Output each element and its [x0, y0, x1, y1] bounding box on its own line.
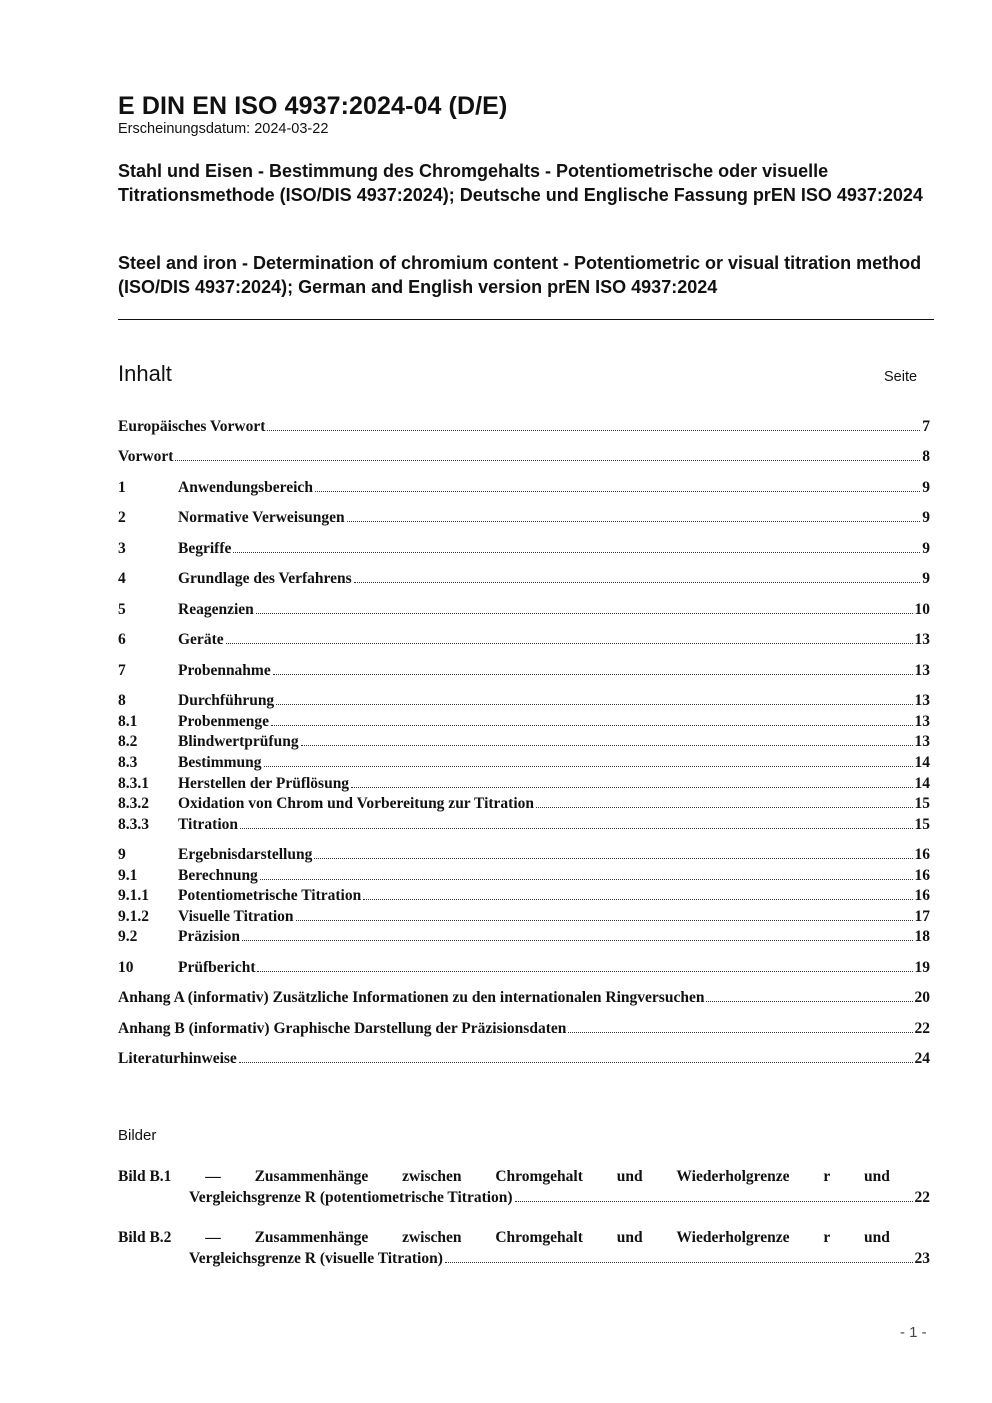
toc-leader-dots	[240, 828, 913, 829]
toc-entry-title: Visuelle Titration	[178, 908, 294, 925]
figure-caption-continuation: Vergleichsgrenze R (potentiometrische Titration)	[189, 1189, 513, 1206]
toc-entry-number: 8.1	[118, 713, 138, 730]
toc-entry-page: 9	[922, 509, 930, 526]
toc-leader-dots	[175, 460, 920, 461]
document-id: E DIN EN ISO 4937:2024-04 (D/E)	[118, 92, 508, 120]
toc-entry[interactable]	[118, 774, 930, 794]
toc-leader-dots	[267, 430, 920, 431]
toc-entry-number: 5	[118, 601, 126, 618]
toc-entry-title: Normative Verweisungen	[178, 509, 345, 526]
figure-caption-word: zwischen	[402, 1229, 462, 1246]
toc-entry[interactable]	[118, 794, 930, 814]
toc-leader-dots	[242, 940, 913, 941]
figure-caption-word: Zusammenhänge	[254, 1168, 369, 1185]
toc-entry[interactable]	[118, 661, 930, 681]
toc-entry-page: 7	[922, 418, 930, 435]
toc-entry-page: 17	[914, 908, 930, 925]
figure-entry-caption-line1	[118, 1166, 890, 1187]
toc-entry-title: Grundlage des Verfahrens	[178, 570, 352, 587]
toc-leader-dots	[347, 521, 921, 522]
toc-entry-number: 1	[118, 479, 126, 496]
toc-entry-title: Berechnung	[178, 867, 258, 884]
figure-entry-page: 22	[914, 1189, 930, 1206]
toc-leader-dots	[536, 807, 912, 808]
figure-caption-word: und	[864, 1168, 890, 1185]
toc-entry[interactable]	[118, 712, 930, 732]
toc-leader-dots	[301, 745, 913, 746]
toc-entry[interactable]	[118, 447, 930, 467]
toc-entry-title: Europäisches Vorwort	[118, 418, 266, 435]
figure-caption-word: Chromgehalt	[495, 1168, 583, 1185]
toc-entry-page: 9	[922, 570, 930, 587]
figure-caption-word: Wiederholgrenze	[676, 1229, 790, 1246]
figure-caption-word: Bild B.2	[118, 1229, 172, 1246]
toc-entry-number: 8.3.1	[118, 775, 149, 792]
toc-entry[interactable]	[118, 1049, 930, 1069]
title-english: Steel and iron - Determination of chromium content - Potentiometric or visual titration method (ISO/DIS 4937:2024); German and English version prEN ISO 4937:2024	[118, 253, 922, 297]
title-german: Stahl und Eisen - Bestimmung des Chromgehalts - Potentiometrische oder visuelle Titrationsmethode (ISO/DIS 4937:2024); Deutsche und Englische Fassung prEN ISO 4937:2024	[118, 161, 923, 205]
toc-entry-page: 14	[914, 754, 930, 771]
figure-caption-word: und	[864, 1229, 890, 1246]
toc-entry-title: Anwendungsbereich	[178, 479, 313, 496]
figure-entry-caption-line2	[118, 1187, 930, 1208]
toc-entry[interactable]	[118, 732, 930, 752]
toc-entry-number: 9	[118, 846, 126, 863]
toc-entry-title: Titration	[178, 816, 238, 833]
toc-entry-title: Ergebnisdarstellung	[178, 846, 313, 863]
toc-entry[interactable]	[118, 1019, 930, 1039]
toc-entry[interactable]	[118, 958, 930, 978]
toc-entry[interactable]	[118, 478, 930, 498]
figure-caption-word: r	[823, 1168, 831, 1185]
toc-entry-page: 16	[914, 867, 930, 884]
figure-caption-word: und	[616, 1168, 643, 1185]
toc-entry[interactable]	[118, 988, 930, 1008]
toc-entry-title: Herstellen der Prüflösung	[178, 775, 350, 792]
toc-entry-title: Anhang A (informativ) Zusätzliche Informationen zu den internationalen Ringversuchen	[118, 989, 705, 1006]
toc-entry[interactable]	[118, 600, 930, 620]
toc-entry-title: Oxidation von Chrom und Vorbereitung zur Titration	[178, 795, 535, 812]
toc-entry-number: 8.3	[118, 754, 138, 771]
toc-entry-page: 13	[914, 692, 930, 709]
toc-entry-page: 13	[914, 662, 930, 679]
toc-entry-number: 9.1.1	[118, 887, 149, 904]
figures-heading: Bilder	[118, 1127, 157, 1144]
toc-heading: Inhalt	[118, 361, 172, 386]
toc-leader-dots	[314, 858, 912, 859]
toc-entry-page: 22	[914, 1020, 930, 1037]
toc-leader-dots	[706, 1001, 912, 1002]
figure-caption-word: zwischen	[402, 1168, 462, 1185]
toc-entry-page: 19	[914, 959, 930, 976]
toc-entry-title: Potentiometrische Titration	[178, 887, 362, 904]
figure-leader-dots	[445, 1262, 913, 1263]
toc-leader-dots	[315, 491, 920, 492]
figure-leader-dots	[515, 1201, 913, 1202]
toc-entry-page: 15	[914, 816, 930, 833]
toc-leader-dots	[363, 899, 912, 900]
toc-entry-title: Vorwort	[118, 448, 174, 465]
toc-entry[interactable]	[118, 927, 930, 947]
toc-entry-title: Reagenzien	[178, 601, 254, 618]
figure-caption-word: —	[205, 1229, 221, 1246]
toc-entry-title: Durchführung	[178, 692, 275, 709]
toc-entry-page: 24	[914, 1050, 930, 1067]
toc-entry-page: 13	[914, 713, 930, 730]
toc-entry-page: 20	[914, 989, 930, 1006]
toc-entry[interactable]	[118, 907, 930, 927]
toc-entry-number: 6	[118, 631, 126, 648]
toc-leader-dots	[264, 766, 913, 767]
toc-entry-title: Probennahme	[178, 662, 271, 679]
toc-entry-page: 10	[914, 601, 930, 618]
toc-entry-page: 14	[914, 775, 930, 792]
figure-entry[interactable]	[118, 1227, 930, 1269]
toc-leader-dots	[239, 1062, 913, 1063]
toc-leader-dots	[351, 787, 912, 788]
toc-entry-title: Geräte	[178, 631, 224, 648]
toc-entry-number: 8	[118, 692, 126, 709]
toc-entry-page: 15	[914, 795, 930, 812]
toc-entry[interactable]	[118, 691, 930, 711]
toc-entry-title: Prüfbericht	[178, 959, 256, 976]
figure-caption-word: Bild B.1	[118, 1168, 172, 1185]
toc-entry[interactable]	[118, 753, 930, 773]
figure-caption-word: r	[823, 1229, 831, 1246]
toc-leader-dots	[233, 552, 920, 553]
toc-entry-number: 10	[118, 959, 134, 976]
figure-entry[interactable]	[118, 1166, 930, 1208]
figure-caption-continuation: Vergleichsgrenze R (visuelle Titration)	[189, 1250, 443, 1267]
toc-entry-title: Präzision	[178, 928, 240, 945]
toc-entry-page: 13	[914, 733, 930, 750]
toc-entry[interactable]	[118, 508, 930, 528]
toc-entry-number: 9.1	[118, 867, 138, 884]
toc-entry-page: 16	[914, 887, 930, 904]
page-number: - 1 -	[900, 1324, 927, 1341]
toc-leader-dots	[273, 674, 913, 675]
figure-entry-caption-line2	[118, 1248, 930, 1269]
figure-entry-page: 23	[914, 1250, 930, 1267]
toc-leader-dots	[276, 704, 912, 705]
toc-leader-dots	[271, 725, 913, 726]
toc-leader-dots	[354, 582, 921, 583]
toc-entry[interactable]	[118, 569, 930, 589]
toc-entry-page: 9	[922, 540, 930, 557]
figure-caption-word: Wiederholgrenze	[676, 1168, 790, 1185]
toc-entry[interactable]	[118, 845, 930, 865]
toc-entry-number: 9.1.2	[118, 908, 149, 925]
figure-caption-word: —	[205, 1168, 221, 1185]
toc-entry-number: 3	[118, 540, 126, 557]
toc-entry-number: 8.3.3	[118, 816, 149, 833]
toc-leader-dots	[257, 971, 912, 972]
toc-entry-number: 8.3.2	[118, 795, 149, 812]
toc-entry-page: 9	[922, 479, 930, 496]
publication-date: Erscheinungsdatum: 2024-03-22	[118, 121, 329, 137]
toc-entry[interactable]	[118, 417, 930, 437]
toc-entry-title: Literaturhinweise	[118, 1050, 237, 1067]
toc-entry-number: 9.2	[118, 928, 138, 945]
toc-entry[interactable]	[118, 815, 930, 835]
toc-leader-dots	[256, 613, 913, 614]
figure-caption-word: und	[616, 1229, 643, 1246]
toc-entry-title: Blindwertprüfung	[178, 733, 299, 750]
toc-entry-title: Begriffe	[178, 540, 232, 557]
toc-entry-number: 8.2	[118, 733, 138, 750]
figure-entry-caption-line1	[118, 1227, 890, 1248]
toc-entry-page: 8	[922, 448, 930, 465]
toc-leader-dots	[568, 1032, 912, 1033]
toc-entry-number: 2	[118, 509, 126, 526]
toc-entry-title: Bestimmung	[178, 754, 262, 771]
toc-entry[interactable]	[118, 539, 930, 559]
toc-entry-title: Probenmenge	[178, 713, 269, 730]
toc-entry[interactable]	[118, 630, 930, 650]
toc-entry-page: 16	[914, 846, 930, 863]
toc-page-label: Seite	[884, 369, 918, 385]
toc-entry-number: 7	[118, 662, 126, 679]
figure-caption-word: Chromgehalt	[495, 1229, 583, 1246]
toc-entry-number: 4	[118, 570, 126, 587]
toc-entry[interactable]	[118, 866, 930, 886]
figure-caption-word: Zusammenhänge	[254, 1229, 369, 1246]
toc-entry-page: 18	[914, 928, 930, 945]
toc-entry-title: Anhang B (informativ) Graphische Darstellung der Präzisionsdaten	[118, 1020, 567, 1037]
toc-leader-dots	[260, 879, 913, 880]
header-divider	[118, 319, 934, 320]
toc-leader-dots	[226, 643, 913, 644]
toc-entry[interactable]	[118, 886, 930, 906]
toc-entry-page: 13	[914, 631, 930, 648]
toc-leader-dots	[296, 920, 913, 921]
